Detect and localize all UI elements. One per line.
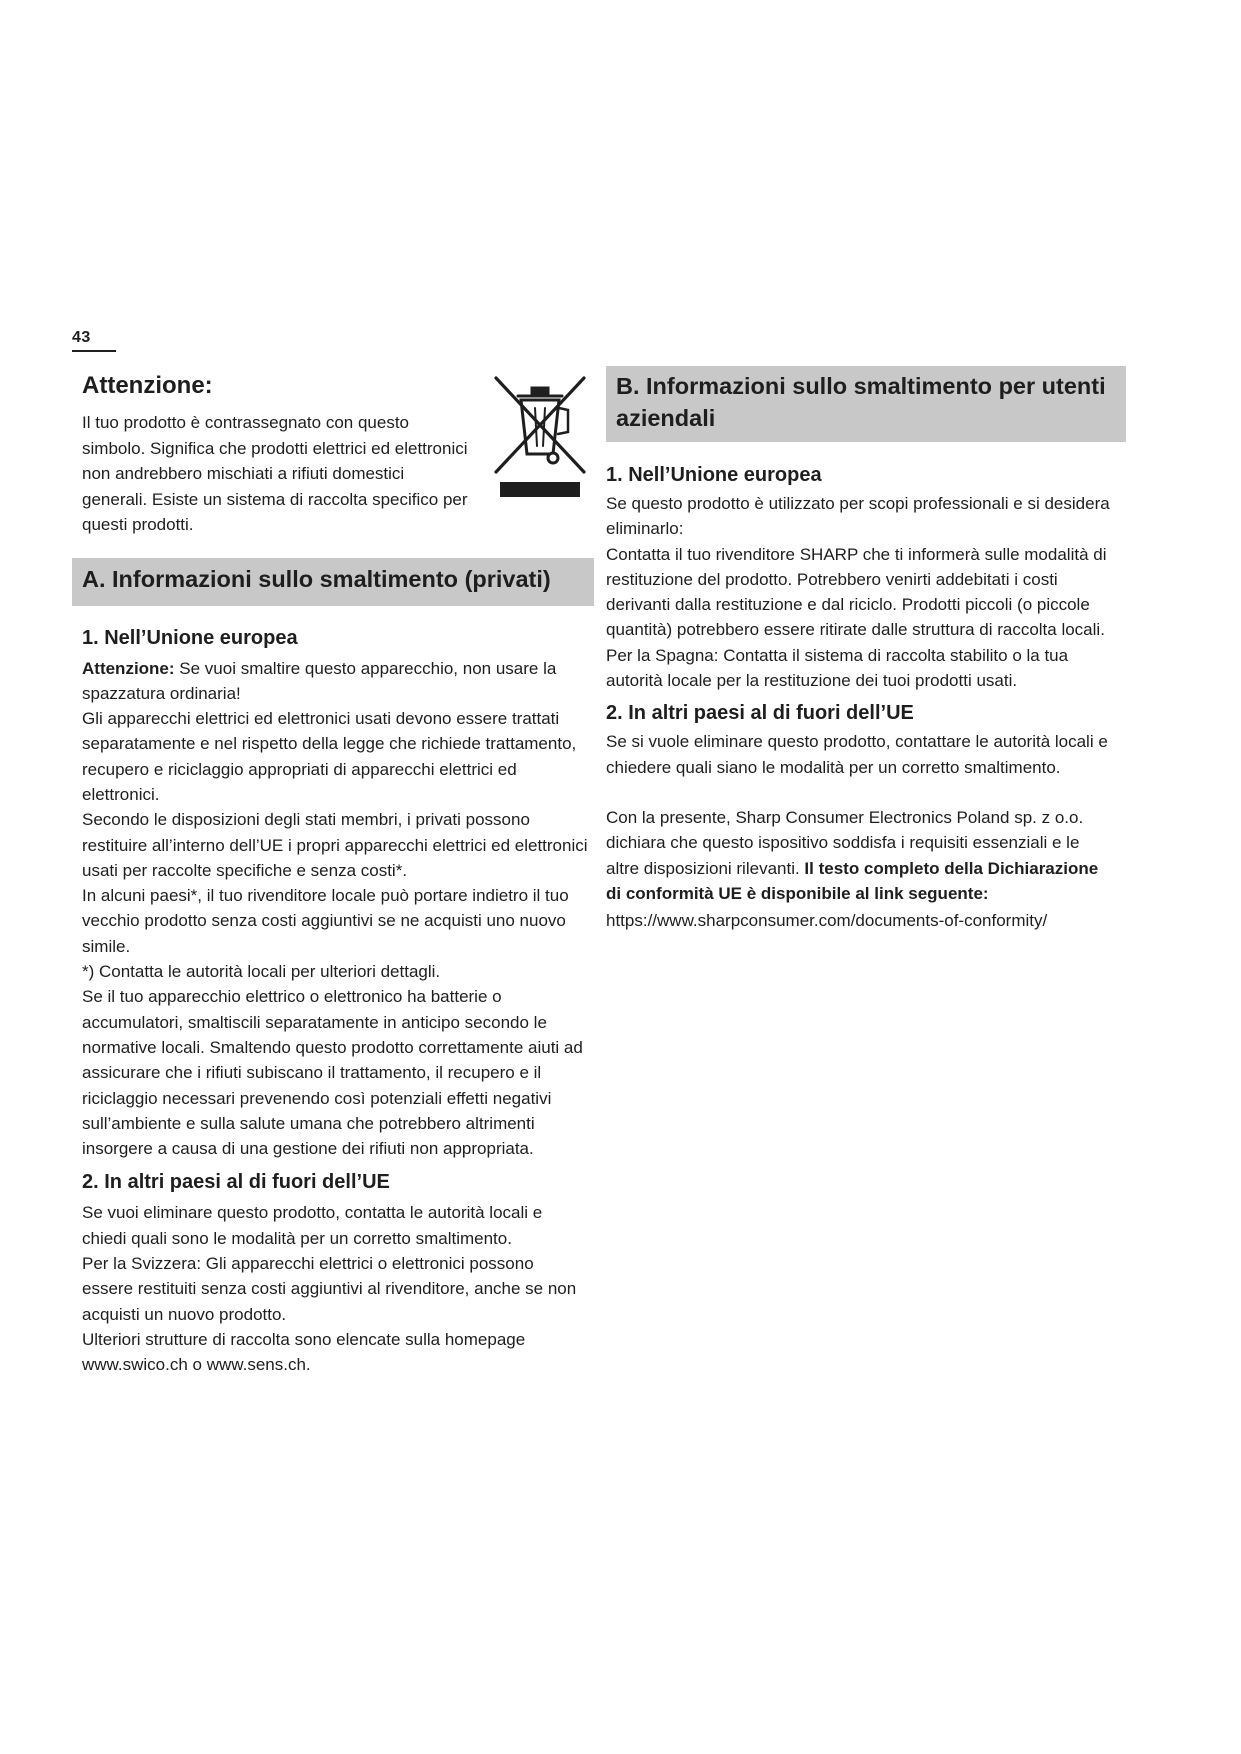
conformity-link[interactable]: https://www.sharpconsumer.com/documents-of-conformity/ [606, 911, 1048, 931]
section-a-other-heading: 2. In altri paesi al di fuori dell’UE [82, 1171, 390, 1194]
right-column [606, 366, 1126, 933]
section-b-eu-paragraph: Per la Spagna: Contatta il sistema di raccolta stabilito o la tua autorità locale per la restituzione dei tuoi prodotti usati. [606, 645, 1069, 691]
section-a-eu-paragraph: In alcuni paesi*, il tuo rivenditore locale può portare indietro il tuo vecchio prodotto senza costi aggiuntivi se ne acquisti uno nuovo simile. [82, 886, 569, 956]
section-a-eu-heading: 1. Nell’Unione europea [82, 626, 298, 649]
section-b-eu-heading: 1. Nell’Unione europea [606, 464, 822, 486]
left-column [72, 366, 594, 1378]
declaration-body: Con la presente, Sharp Consumer Electronics Poland sp. z o.o. dichiara che questo ispositivo soddisfa i requisiti essenziali e le altre disposizioni rilevanti. [606, 807, 1084, 878]
attention-text: Il tuo prodotto è contrassegnato con questo simbolo. Significa che prodotti elettrici ed elettronici non andrebbero mischiati a rifiuti domestici generali. Esiste un sistema di raccolta specifico per questi prodotti. [82, 413, 468, 534]
section-a-eu-lead-bold: Attenzione: [82, 658, 175, 678]
declaration-text [606, 805, 1116, 906]
section-b-other-heading: 2. In altri paesi al di fuori dell’UE [606, 702, 914, 725]
section-a-eu-footnote: *) Contatta le autorità locali per ulteriori dettagli. [82, 962, 441, 982]
section-a-other-paragraph: Ulteriori strutture di raccolta sono elencate sulla homepage www.swico.ch o www.sens.ch. [82, 1329, 526, 1375]
section-a-eu-lead-text: Se vuoi smaltire questo apparecchio, non usare la spazzatura ordinaria! [82, 658, 557, 703]
section-a-other-paragraph: Se vuoi eliminare questo prodotto, contatta le autorità locali e chiedi quali sono le modalità per un corretto smaltimento. [82, 1203, 543, 1248]
section-a-other-paragraph: Per la Svizzera: Gli apparecchi elettrici o elettronici possono essere restituiti senza costi aggiuntivi al rivenditore, anche se non acquisti un nuovo prodotto. [82, 1254, 577, 1324]
section-b-banner: B. Informazioni sullo smaltimento per utenti aziendali [606, 366, 1126, 442]
declaration-bold: Il testo completo della Dichiarazione di conformità UE è disponibile al link seguente: [606, 858, 1099, 903]
page-number: 43 [72, 329, 91, 346]
page-number-rule [72, 350, 116, 352]
section-a-eu-paragraph: Se il tuo apparecchio elettrico o elettronico ha batterie o accumulatori, smaltiscili separatamente in anticipo secondo le normative locali. Smaltendo questo prodotto correttamente aiuti ad assicurare che i rifiuti subiscano il trattamento, il recupero e il riciclaggio necessari prevenendo così potenziali effetti negativi sull’ambiente e sulla salute umana che potrebbero altrimenti insorgere a causa di una gestione dei rifiuti non appropriata. [82, 987, 583, 1159]
section-a-eu-paragraph: Secondo le disposizioni degli stati membri, i privati possono restituire all’interno dell’UE i propri apparecchi elettrici ed elettronici usati per raccolte specifiche e senza costi*. [82, 810, 588, 880]
section-b-eu-paragraph: Se questo prodotto è utilizzato per scopi professionali e si desidera eliminarlo: [606, 494, 1110, 539]
attention-title: Attenzione: [82, 372, 213, 399]
section-a-eu-paragraph: Gli apparecchi elettrici ed elettronici usati devono essere trattati separatamente e nel rispetto della legge che richiede trattamento, recupero e riciclaggio appropriati di apparecchi elettrici ed elettronici. [82, 709, 577, 804]
section-b-eu-paragraph: Contatta il tuo rivenditore SHARP che ti informerà sulle modalità di restituzione del prodotto. Potrebbero venirti addebitati i costi derivanti dalla restituzione e dal riciclo. Prodotti piccoli (o piccole quantità) potrebbero essere ritirate dalle struttura di raccolta locali. [606, 544, 1107, 640]
section-b-other-text: Se si vuole eliminare questo prodotto, contattare le autorità locali e chiedere quali siano le modalità per un corretto smaltimento. [606, 732, 1108, 777]
section-a-eu-lead [82, 656, 588, 707]
section-a-banner: A. Informazioni sullo smaltimento (privati) [72, 558, 594, 606]
